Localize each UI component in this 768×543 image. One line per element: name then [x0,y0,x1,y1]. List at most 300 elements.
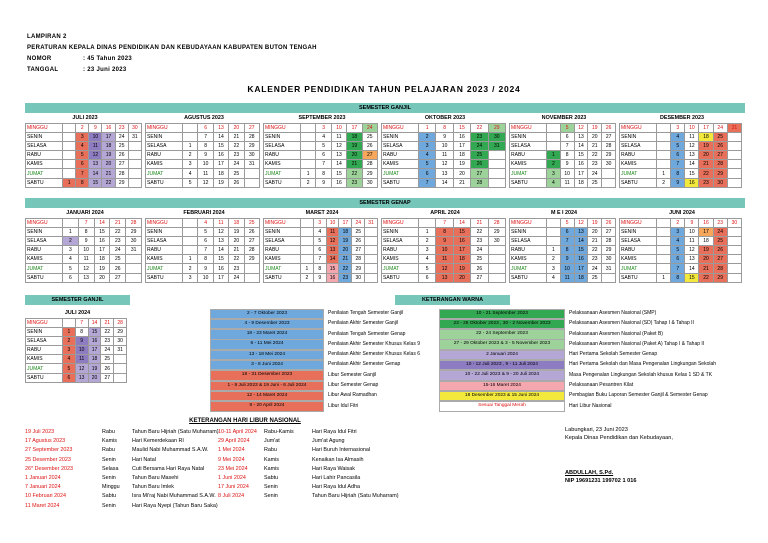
day-cell: 26 [101,364,114,373]
day-cell: 4 [671,133,685,142]
day-cell: 24 [471,142,488,151]
day-cell: 19 [339,237,352,246]
day-name: SABTU [26,373,63,382]
day-name: MINGGU [382,219,419,228]
week-row [264,169,378,178]
holiday-row [218,483,408,492]
day-cell: 13 [436,273,453,282]
day-cell: 11 [326,228,339,237]
day-cell: 14 [94,219,110,228]
holiday-row [25,428,219,437]
day-name: SELASA [620,237,657,246]
day-cell: 8 [560,246,574,255]
day-cell: 26 [244,228,259,237]
day-name: MINGGU [26,219,63,228]
day-cell: 16 [685,178,699,187]
day-cell [727,255,741,264]
day-cell: 14 [453,219,470,228]
legend-row [210,380,440,390]
legend-range: 18 - 23 Maret 2024 [210,329,324,340]
day-name: KAMIS [26,355,63,364]
week-row [26,142,142,151]
month-block [25,114,145,188]
day-cell: 29 [114,328,127,337]
legend-row [439,390,749,400]
week-row [382,246,506,255]
day-cell: 2 [301,273,314,282]
day-name: SABTU [146,178,183,187]
day-cell: 12 [574,219,588,228]
legend-range: 18 - 31 Desember 2023 [210,370,324,381]
day-name: SENIN [510,228,547,237]
day-cell: 18 [347,133,362,142]
legend-desc: Pelaksanaan Asesmen Nasional (Paket A) Tahap I & Tahap II [569,340,705,347]
day-cell: 25 [101,355,114,364]
day-name: RABU [620,246,657,255]
day-cell: 29 [602,151,616,160]
day-cell: 3 [419,142,436,151]
day-name: RABU [382,246,419,255]
day-name: MINGGU [382,124,419,133]
holiday-row [218,465,408,474]
day-cell: 17 [699,228,713,237]
holiday-row [218,456,408,465]
day-cell: 15 [685,169,699,178]
day-cell: 15 [89,178,102,187]
day-cell: 18 [574,178,588,187]
day-cell: 15 [326,264,339,273]
day-name: SELASA [264,237,301,246]
legend-range: 22 - 24 September 2023 [439,329,565,340]
day-cell [488,169,505,178]
week-row [146,160,260,169]
day-cell: 4 [671,237,685,246]
day-cell [657,228,671,237]
week-row [620,228,742,237]
day-name: JUMAT [382,169,419,178]
day-cell: 3 [419,246,436,255]
nomor-value: : 45 Tahun 2023 [83,56,133,62]
day-name: MINGGU [510,124,547,133]
day-cell [301,246,314,255]
month-block [381,209,509,283]
day-cell: 16 [699,219,713,228]
day-cell: 26 [602,219,616,228]
day-cell: 28 [713,264,727,273]
day-name: SELASA [146,142,183,151]
day-cell: 10 [560,169,574,178]
day-cell: 24 [588,169,602,178]
day-cell [63,133,76,142]
week-row [26,151,142,160]
day-cell: 17 [453,246,470,255]
day-cell: 26 [713,246,727,255]
day-name: JUMAT [620,169,657,178]
day-cell: 16 [213,264,228,273]
holiday-row [25,446,215,455]
week-row [26,364,127,373]
day-cell: 24 [229,273,244,282]
day-cell: 23 [101,337,114,346]
legend-row [210,308,440,318]
day-cell [128,169,141,178]
day-cell: 4 [547,273,561,282]
day-cell [365,237,378,246]
day-cell: 7 [419,178,436,187]
holiday-date: 1 Mei 2024 [218,447,245,454]
day-cell: 29 [602,246,616,255]
week-row [382,151,506,160]
day-name: RABU [264,151,301,160]
day-cell: 23 [110,237,126,246]
legend-range: 10 - 21 September 2023 [439,309,565,320]
day-cell: 22 [699,169,713,178]
day-cell: 18 [699,133,713,142]
day-cell: 20 [229,124,244,133]
day-cell [301,237,314,246]
day-cell [547,237,561,246]
day-cell: 23 [471,133,488,142]
day-cell [488,246,505,255]
day-cell: 19 [88,364,101,373]
day-name: SENIN [26,133,63,142]
day-name: SABTU [510,273,547,282]
legend-desc: Pelaksanaan Asesmen Nasional (SMP) [569,310,657,316]
day-name: RABU [146,151,183,160]
week-row [146,255,260,264]
day-cell: 28 [362,160,377,169]
day-name: JUMAT [620,264,657,273]
day-cell: 20 [453,273,470,282]
day-cell: 14 [685,264,699,273]
day-name: RABU [264,246,301,255]
day-cell [183,228,198,237]
month-grid [619,123,742,188]
week-row [510,142,616,151]
holiday-day: Rabu [102,429,115,435]
peraturan-label: PERATURAN KEPALA DINAS PENDIDIKAN DAN KEBUDAYAAN KABUPATEN BUTON TENGAH [27,45,317,51]
legend-desc: Penilaian Tengah Semester Genap [328,330,406,337]
week-row [382,160,506,169]
day-cell [63,219,79,228]
day-cell: 9 [75,337,88,346]
legend-desc: Libur Idul Fitri [328,402,359,409]
holiday-date: 17 Juni 2024 [218,484,249,491]
day-cell: 19 [588,219,602,228]
day-cell: 23 [588,160,602,169]
day-cell [488,151,505,160]
day-cell: 19 [699,246,713,255]
day-name: JUMAT [146,264,183,273]
day-cell: 27 [244,124,259,133]
day-cell: 5 [419,264,436,273]
day-cell [183,124,198,133]
month-grid [381,123,506,188]
day-cell: 15 [685,273,699,282]
day-cell: 29 [352,264,365,273]
month-name: OKTOBER 2023 [424,115,466,121]
day-cell: 30 [362,178,377,187]
holiday-day: Minggu [102,484,120,491]
day-cell: 13 [685,255,699,264]
day-cell [657,255,671,264]
day-cell: 10 [436,142,453,151]
day-cell: 9 [78,237,94,246]
week-row [510,255,616,264]
day-cell [365,228,378,237]
day-cell: 4 [198,219,213,228]
day-cell: 20 [699,151,713,160]
day-cell: 1 [301,264,314,273]
day-cell: 23 [229,264,244,273]
holiday-day: Kamis [264,465,279,472]
day-cell: 16 [574,255,588,264]
day-cell: 12 [213,228,228,237]
day-cell: 20 [94,273,110,282]
day-cell [244,178,259,187]
day-cell [63,142,76,151]
day-cell: 27 [362,151,377,160]
day-name: RABU [146,246,183,255]
day-name: MINGGU [264,219,301,228]
day-cell: 27 [101,373,114,382]
day-cell: 25 [713,237,727,246]
legend-desc: Penilaian Akhir Semester Ganjil [328,320,399,327]
legend-row [210,401,440,411]
day-cell: 20 [588,133,602,142]
day-name: SENIN [264,228,301,237]
day-name: SELASA [264,142,301,151]
month-block [619,114,745,188]
day-cell: 30 [114,337,127,346]
legend-range: 4 - 9 Desember 2023 [210,319,324,330]
day-cell: 9 [436,237,453,246]
day-cell: 20 [88,373,101,382]
day-cell: 30 [488,133,505,142]
day-cell: 1 [63,228,79,237]
holiday-day: Selasa [102,465,119,472]
day-cell: 14 [88,319,101,328]
day-cell: 22 [471,124,488,133]
day-name: SENIN [146,133,183,142]
day-cell: 3 [316,124,331,133]
day-name: KAMIS [264,255,301,264]
day-cell [183,246,198,255]
day-name: SENIN [146,228,183,237]
day-cell: 16 [102,124,115,133]
month-name: FEBRUARI 2024 [183,210,225,216]
week-row [26,133,142,142]
week-row [620,142,742,151]
holiday-day: Senin [264,493,278,500]
month-block [619,209,745,283]
week-row [510,169,616,178]
day-name: SELASA [26,337,63,346]
day-name: JUMAT [26,364,63,373]
day-name: KAMIS [146,255,183,264]
day-cell: 10 [436,246,453,255]
week-row [26,124,142,133]
day-cell: 7 [76,169,89,178]
day-name: SELASA [146,237,183,246]
week-row [26,355,127,364]
week-row [510,264,616,273]
day-cell: 25 [110,255,126,264]
day-cell: 29 [488,124,505,133]
day-name: RABU [26,346,63,355]
tanggal-line [27,67,317,78]
day-cell: 25 [244,219,259,228]
day-cell [602,178,616,187]
day-name: SELASA [510,237,547,246]
day-name: KAMIS [264,160,301,169]
day-cell: 2 [63,337,76,346]
holiday-day: Rabu-Kamis [264,429,294,435]
holiday-date: 19 Juli 2023 [25,429,55,435]
day-cell: 22 [347,169,362,178]
legend-desc: Penilaian Akhir Semester Khusus Kelas 9 [328,340,420,347]
day-cell: 11 [89,142,102,151]
lampiran-label: LAMPIRAN 2 [27,34,67,40]
day-cell: 20 [453,169,470,178]
month-grid [381,218,506,283]
holiday-date: 10-11 April 2024 [218,429,257,435]
day-cell: 18 [213,169,228,178]
day-cell: 8 [436,228,453,237]
day-name: MINGGU [146,124,183,133]
day-cell: 7 [198,133,213,142]
day-cell: 4 [316,133,331,142]
holiday-date: 23 Mei 2024 [218,465,248,472]
day-cell: 22 [101,328,114,337]
day-name: SENIN [620,133,657,142]
day-cell: 3 [63,246,79,255]
month-block [509,209,619,283]
holiday-name: Hari Raya Idul Fitri [312,429,357,435]
day-cell: 22 [110,228,126,237]
legend-row [439,401,749,411]
day-cell: 29 [244,142,259,151]
day-cell [657,219,671,228]
legend-row [210,359,440,369]
day-cell: 11 [685,133,699,142]
day-cell: 14 [574,142,588,151]
day-cell: 17 [574,169,588,178]
holiday-day: Senin [102,474,116,481]
day-cell: 23 [699,178,713,187]
week-row [620,178,742,187]
day-name: SENIN [382,133,419,142]
day-cell: 13 [331,151,346,160]
day-cell: 21 [229,246,244,255]
day-cell: 2 [183,151,198,160]
day-cell: 21 [453,178,470,187]
day-cell: 7 [671,160,685,169]
day-cell: 8 [75,328,88,337]
month-grid [509,123,616,188]
day-cell: 28 [713,160,727,169]
week-row [620,169,742,178]
week-row [620,237,742,246]
week-row [510,133,616,142]
month-block [509,114,619,188]
day-cell: 17 [699,124,713,133]
day-name: SELASA [510,142,547,151]
legend-range: 15-16 Maret 2024 [439,381,565,392]
week-row [620,133,742,142]
holiday-row [25,483,215,492]
day-cell: 24 [352,219,365,228]
week-row [620,124,742,133]
day-cell: 20 [347,151,362,160]
day-cell: 27 [713,151,727,160]
day-cell: 2 [63,237,79,246]
day-cell [727,264,741,273]
semester-ganjil-band: SEMESTER GANJIL [25,103,745,113]
day-cell: 1 [657,273,671,282]
day-cell: 18 [94,255,110,264]
day-cell: 23 [713,219,727,228]
day-cell: 23 [347,178,362,187]
day-cell: 9 [560,160,574,169]
legend-row [439,380,749,390]
week-row [264,178,378,187]
day-name: MINGGU [620,124,657,133]
day-cell: 25 [352,228,365,237]
legend-right [439,308,749,411]
day-cell: 1 [183,255,198,264]
week-row [264,219,378,228]
holiday-day: Sabtu [264,474,279,481]
day-cell: 13 [326,246,339,255]
day-cell: 16 [331,178,346,187]
day-cell: 19 [588,124,602,133]
sign-name: ABDULLAH, S.Pd. [565,470,614,476]
day-cell: 22 [699,273,713,282]
day-name: JUMAT [264,264,301,273]
day-cell: 9 [436,133,453,142]
day-cell [727,228,741,237]
day-cell: 4 [63,255,79,264]
day-cell [301,219,314,228]
legend-range: 10 - 22 Juli 2023 & 9 - 20 Juli 2024 [439,370,565,381]
day-cell: 4 [63,355,76,364]
day-cell [128,151,141,160]
day-cell [126,264,142,273]
week-row [510,273,616,282]
week-row [264,246,378,255]
day-cell: 17 [213,273,228,282]
week-row [26,160,142,169]
day-cell: 10 [331,124,346,133]
day-cell: 15 [453,124,470,133]
day-name: SENIN [620,228,657,237]
month-block [263,209,381,283]
day-cell: 5 [183,178,198,187]
day-cell: 20 [699,255,713,264]
day-cell: 30 [713,178,727,187]
day-cell: 11 [560,273,574,282]
week-row [382,124,506,133]
week-row [26,319,127,328]
day-cell: 22 [588,246,602,255]
day-cell: 16 [453,133,470,142]
day-cell: 31 [114,346,127,355]
day-cell: 10 [198,273,213,282]
week-row [382,264,506,273]
day-cell [301,124,316,133]
month-grid [145,218,260,283]
